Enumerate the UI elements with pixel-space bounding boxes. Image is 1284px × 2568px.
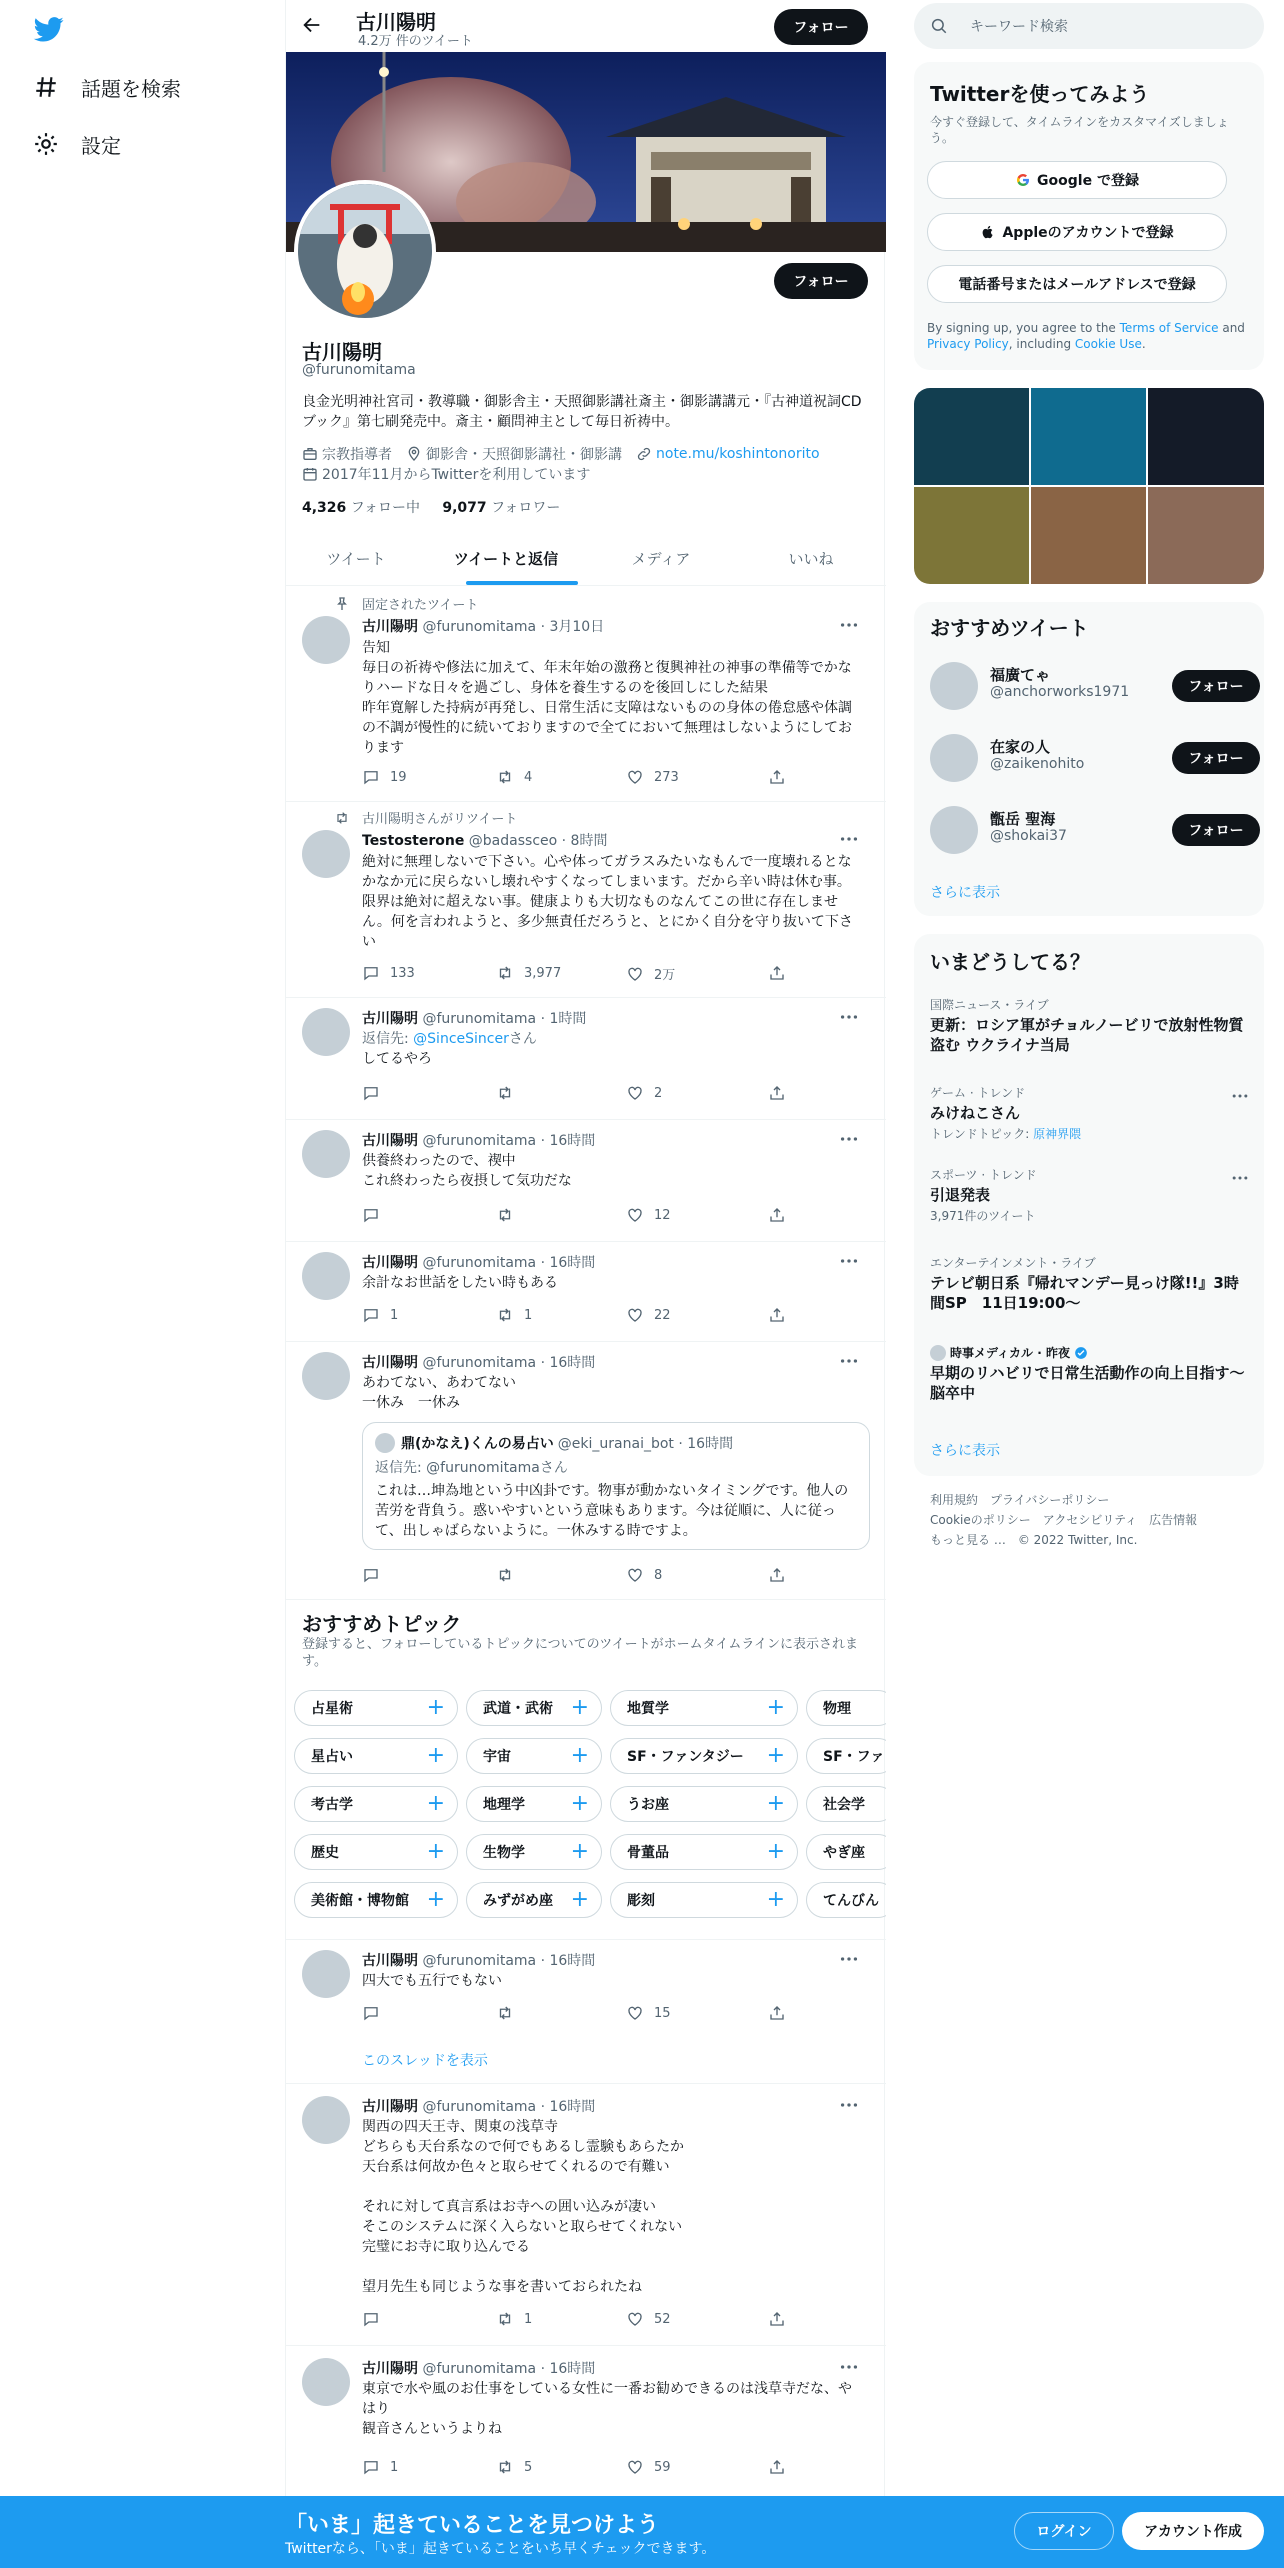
search-placeholder: キーワード検索 <box>970 19 1068 35</box>
topic-chip[interactable] <box>610 1834 798 1870</box>
retweet-icon <box>496 1306 514 1324</box>
share-button[interactable] <box>768 768 796 786</box>
signup-card <box>914 62 1264 370</box>
avatar[interactable] <box>302 1130 350 1178</box>
following-link[interactable]: 4,326 フォロー中 <box>302 500 421 516</box>
topic-label: 宇宙 <box>483 1749 511 1765</box>
trend-news-item[interactable]: 時事メディカル · 昨夜 早期のリハビリで日常生活動作の向上目指す～脳卒中 <box>930 1346 1245 1402</box>
create-account-button[interactable]: アカウント作成 <box>1122 2512 1264 2550</box>
tab-tweets[interactable]: ツイート <box>326 549 386 568</box>
avatar[interactable] <box>302 2358 350 2406</box>
topic-chip[interactable] <box>806 1882 886 1918</box>
reply-icon <box>362 2458 380 2476</box>
tweet-header: 古川陽明 @furunomitama · 16時間 <box>362 2099 596 2115</box>
reply-icon <box>362 964 380 982</box>
phone-email-signup-button[interactable]: 電話番号またはメールアドレスで登録 <box>927 265 1227 303</box>
trend-topic-link[interactable]: 原神界隈 <box>1033 1127 1082 1141</box>
tweet-actions <box>362 964 802 984</box>
more-icon[interactable] <box>838 1948 860 1970</box>
profile-meta-row <box>302 444 834 464</box>
topic-label: 考古学 <box>311 1797 353 1813</box>
tweet[interactable] <box>286 1940 886 2084</box>
nav-explore-label: 話題を検索 <box>81 76 181 101</box>
trend-item[interactable]: 国際ニュース・ライブ 更新：ロシア軍がチョルノービリで放射性物質盗む ウクライナ当局 <box>930 998 1244 1054</box>
plus-icon[interactable]: + <box>426 1743 445 1768</box>
topic-label: SF・ファンタジー <box>627 1749 744 1765</box>
show-thread-link[interactable]: このスレッドを表示 <box>362 2053 488 2069</box>
header-name: 古川陽明 <box>356 10 436 34</box>
avatar[interactable] <box>930 806 978 854</box>
retweet-icon <box>496 2004 514 2022</box>
avatar[interactable] <box>302 616 350 664</box>
avatar <box>375 1433 395 1453</box>
topic-chip[interactable] <box>806 1690 886 1726</box>
tweet-reply[interactable] <box>286 998 886 1120</box>
pinned-label: 固定されたツイート <box>362 594 478 613</box>
reply-button[interactable]: 133 <box>362 964 415 982</box>
tweet-header: 古川陽明 @furunomitama · 3月10日 <box>362 619 605 635</box>
profile-location: 御影舎・天照御影講社・御影講 <box>406 444 622 464</box>
heart-icon <box>626 1084 644 1102</box>
recommend-title: おすすめツイート <box>930 616 1089 640</box>
topic-label: 物理 <box>823 1701 851 1717</box>
quoted-tweet[interactable] <box>362 1422 870 1550</box>
tweet[interactable] <box>286 2084 886 2346</box>
tweet-actions <box>362 2458 802 2478</box>
tweet-actions <box>362 1084 802 1104</box>
topic-label: 彫刻 <box>627 1893 655 1909</box>
reply-button[interactable]: 1 <box>362 1306 398 1324</box>
tweet-actions <box>362 1566 802 1586</box>
tweet-header: 古川陽明 @furunomitama · 16時間 <box>362 1355 596 1371</box>
like-button[interactable]: 273 <box>626 768 679 786</box>
retweet-icon <box>496 2310 514 2328</box>
recommended-users-card <box>914 602 1264 916</box>
plus-icon[interactable]: + <box>426 1887 445 1912</box>
topic-label: うお座 <box>627 1797 669 1813</box>
avatar[interactable] <box>302 830 350 878</box>
profile-counts <box>302 497 560 517</box>
terms-link[interactable]: Terms of Service <box>1119 321 1219 335</box>
avatar-image <box>298 184 432 318</box>
gear-icon <box>33 131 59 157</box>
topic-chip[interactable] <box>294 1738 458 1774</box>
plus-icon[interactable]: + <box>766 1743 785 1768</box>
topic-chip[interactable] <box>466 1786 602 1822</box>
reply-icon <box>362 768 380 786</box>
more-icon[interactable] <box>838 1350 860 1372</box>
share-button[interactable] <box>768 1206 796 1224</box>
tweet-actions <box>362 1306 802 1326</box>
location-pin-icon <box>406 446 422 462</box>
like-button[interactable]: 52 <box>626 2310 671 2328</box>
topics-description: 登録すると、フォローしているトピックについてのツイートがホームタイムラインに表示されます。 <box>302 1637 859 1669</box>
media-thumb[interactable] <box>1148 487 1264 584</box>
topic-chip[interactable] <box>466 1834 602 1870</box>
tab-likes[interactable]: いいね <box>788 549 834 568</box>
avatar[interactable] <box>930 734 978 782</box>
share-icon <box>768 768 786 786</box>
plus-icon[interactable]: + <box>570 1743 589 1768</box>
tweet-actions <box>362 2004 802 2024</box>
profile-tabs <box>286 530 886 586</box>
footer-links <box>930 1490 1250 1550</box>
topic-chip[interactable] <box>806 1786 886 1822</box>
topic-label: 地理学 <box>483 1797 525 1813</box>
reply-icon <box>362 2004 380 2022</box>
topic-label: 社会学 <box>823 1797 865 1813</box>
more-icon[interactable] <box>838 2356 860 2378</box>
share-icon <box>768 2310 786 2328</box>
topic-label: 星占い <box>311 1749 353 1765</box>
tweet-text: 供養終わったので、禊中 これ終わったら夜摂して気功だな <box>362 1153 572 1189</box>
retweet-button[interactable]: 1 <box>496 2310 532 2328</box>
tweet-pinned[interactable] <box>286 586 886 802</box>
topic-chip[interactable] <box>466 1882 602 1918</box>
banner-subtitle: Twitterなら、「いま」起きていることをいち早くチェックできます。 <box>285 2541 716 2557</box>
reply-icon <box>362 1206 380 1224</box>
profile-website[interactable] <box>636 446 820 462</box>
tweet-text: あわてない、あわてない 一休み 一休み <box>362 1375 516 1411</box>
recommended-user[interactable]: 在家の人 @zaikenohito フォロー <box>930 732 1250 784</box>
trend-item[interactable]: ゲーム · トレンド みけねこさん トレンドトピック: 原神界隈 <box>930 1084 1250 1142</box>
tweet-actions <box>362 2310 802 2330</box>
like-button[interactable]: 2万 <box>626 964 675 983</box>
share-button[interactable] <box>768 964 796 982</box>
profile-handle: @furunomitama <box>302 362 416 378</box>
footer-line[interactable]: もっと見る … © 2022 Twitter, Inc. <box>930 1533 1138 1547</box>
nav-explore[interactable] <box>33 67 181 107</box>
plus-icon[interactable]: + <box>426 1791 445 1816</box>
topic-label: やぎ座 <box>823 1845 865 1861</box>
apple-signup-button[interactable]: Appleのアカウントで登録 <box>927 213 1227 251</box>
retweet-icon <box>496 768 514 786</box>
google-icon <box>1015 172 1031 188</box>
show-more-link[interactable]: さらに表示 <box>930 1443 1000 1459</box>
like-button[interactable]: 22 <box>626 1306 671 1324</box>
topic-chip[interactable] <box>806 1738 886 1774</box>
show-more-link[interactable]: さらに表示 <box>930 885 1000 901</box>
plus-icon[interactable]: + <box>426 1695 445 1720</box>
plus-icon[interactable]: + <box>570 1791 589 1816</box>
retweet-icon <box>496 1566 514 1584</box>
more-icon[interactable] <box>838 1128 860 1150</box>
media-thumb[interactable] <box>1031 487 1146 584</box>
apple-icon <box>980 224 996 240</box>
tweet-text: 東京で水や風のお仕事をしている女性に一番お勧めできるのは浅草寺だな、やはり 観音さんというよりね <box>362 2381 852 2437</box>
recommended-user[interactable]: 福廣てゃ @anchorworks1971 フォロー <box>930 660 1250 712</box>
back-arrow-icon[interactable] <box>301 14 323 36</box>
tweet-text: 告知 毎日の祈祷や修法に加えて、年末年始の激務と復興神社の神事の準備等でかなりハードな日々を過ごし、身体を養生するのを後回しにした結果 昨年寛解した持病が再発し、日常生活に支障はないものの身体の倦怠感や体調の不調が慢性的に続いておりますので全てにおいて無理はしないようにしております <box>362 640 852 756</box>
more-icon[interactable] <box>1230 1168 1250 1188</box>
tweet-actions <box>362 768 802 788</box>
media-thumb[interactable] <box>1148 388 1264 485</box>
signup-terms: By signing up, you agree to the Terms of Service and Privacy Policy, including Cookie Use. <box>927 321 1245 351</box>
share-icon <box>768 2004 786 2022</box>
topic-label: 占星術 <box>311 1701 353 1717</box>
topic-chip[interactable] <box>294 1690 458 1726</box>
trend-item[interactable]: スポーツ · トレンド 引退発表 3,971件のツイート <box>930 1166 1250 1224</box>
retweet-button[interactable]: 1 <box>496 1306 532 1324</box>
reply-to-link[interactable]: @SinceSincer <box>413 1031 509 1047</box>
retweet-icon <box>334 810 350 826</box>
heart-icon <box>626 768 644 786</box>
retweet-button[interactable] <box>496 1566 524 1584</box>
tweet-text: 四大でも五行でもない <box>362 1973 502 1989</box>
main-column <box>285 0 885 2568</box>
plus-icon[interactable]: + <box>766 1839 785 1864</box>
share-icon <box>768 1084 786 1102</box>
topic-chip[interactable] <box>610 1738 798 1774</box>
reply-button[interactable] <box>362 2004 390 2022</box>
profile-follow-button[interactable]: フォロー <box>774 263 868 299</box>
tweet-header: 古川陽明 @furunomitama · 16時間 <box>362 1255 596 1271</box>
topic-label: 骨董品 <box>627 1845 669 1861</box>
quoted-reply-to: 返信先: @furunomitamaさん <box>375 1460 568 1476</box>
recommended-topics <box>286 1600 886 1940</box>
plus-icon[interactable]: + <box>570 1839 589 1864</box>
tweet-text: 関西の四天王寺、関東の浅草寺 どちらも天台系なので何でもあるし霊験もあらたか 天台系は何故か色々と取らせてくれるので有難い それに対して真言系はお寺への囲い込みが凄い そこのシステムに深く入らないと取らせてくれない 完璧にお寺に取り込んでる 望月先生も同じような事を書いておられたね <box>362 2119 684 2295</box>
signup-subtitle: 今すぐ登録して、タイムラインをカスタマイズしましょう。 <box>930 115 1229 145</box>
topic-chip[interactable] <box>294 1786 458 1822</box>
tweet-text: 絶対に無理しないで下さい。心や体ってガラスみたいなもんで一度壊れるとなかなか元に戻らないし壊れやすくなってしまいます。だから辛い時は休む事。限界は絶対に超えない事。健康よりも大切なものなんてこの世に存在しません。何を言われようと、多少無責任だろうと、とにかく自分を守り抜いて下さい <box>362 854 853 950</box>
more-icon[interactable] <box>838 2094 860 2116</box>
retweet-icon <box>496 964 514 982</box>
privacy-link[interactable]: Privacy Policy <box>927 337 1009 351</box>
topic-chip[interactable] <box>610 1690 798 1726</box>
like-button[interactable]: 2 <box>626 1084 662 1102</box>
tweet-with-quote[interactable] <box>286 1342 886 1600</box>
reply-icon <box>362 1084 380 1102</box>
topic-chip[interactable] <box>466 1738 602 1774</box>
trends-card <box>914 934 1264 1476</box>
tab-media[interactable]: メディア <box>631 549 691 568</box>
quoted-text: これは…坤為地という中凶卦です。物事が動かないタイミングです。他人の苦労を背負う。惑いやすいという意味もあります。今は従順に、人に従って、出しゃばらないように。一休みする時ですよ。 <box>375 1483 849 1539</box>
topic-chip[interactable] <box>294 1882 458 1918</box>
tweet[interactable] <box>286 1242 886 1342</box>
plus-icon[interactable]: + <box>766 1791 785 1816</box>
more-icon[interactable] <box>838 1250 860 1272</box>
reply-button[interactable] <box>362 1566 390 1584</box>
heart-icon <box>626 2004 644 2022</box>
tweet-retweeted[interactable] <box>286 802 886 998</box>
heart-icon <box>626 1566 644 1584</box>
quoted-name: 鼎(かなえ)くんの易占い <box>401 1436 554 1452</box>
heart-icon <box>626 2310 644 2328</box>
topic-label: 生物学 <box>483 1845 525 1861</box>
retweet-button[interactable]: 3,977 <box>496 964 561 982</box>
profile-avatar[interactable] <box>294 180 436 322</box>
google-signup-button[interactable]: Google で登録 <box>927 161 1227 199</box>
avatar[interactable] <box>302 1252 350 1300</box>
follow-button[interactable]: フォロー <box>1172 814 1260 846</box>
hashtag-icon <box>33 74 59 100</box>
reply-button[interactable] <box>362 2310 390 2328</box>
nav-settings[interactable] <box>33 124 121 164</box>
header-tweet-count: 4.2万 件のツイート <box>358 34 473 49</box>
retweet-button[interactable] <box>496 1084 524 1102</box>
media-grid <box>914 388 1264 584</box>
tweet-header: Testosterone @badassceo · 8時間 <box>362 833 608 849</box>
recommended-user[interactable]: 甑岳 聖海 @shokai37 フォロー <box>930 804 1250 856</box>
profile-profession: 宗教指導者 <box>302 444 392 464</box>
more-icon[interactable] <box>838 614 860 636</box>
profile-bio: 良金光明神社宮司・教導職・御影舎主・天照御影講社斎主・御影講講元・『古神道祝詞CDブック』第七刷発売中。斎主・顧問神主として毎日祈祷中。 <box>302 394 862 430</box>
footer-line[interactable]: 利用規約 プライバシーポリシー <box>930 1493 1110 1507</box>
share-button[interactable] <box>768 1566 796 1584</box>
plus-icon[interactable]: + <box>426 1839 445 1864</box>
share-button[interactable] <box>768 1306 796 1324</box>
topics-title: おすすめトピック <box>302 1612 462 1636</box>
topic-label: SF・ファ <box>823 1749 885 1765</box>
retweet-context: 古川陽明さんがリツイート <box>362 808 517 827</box>
login-button[interactable]: ログイン <box>1014 2512 1114 2550</box>
cookie-link[interactable]: Cookie Use <box>1074 337 1142 351</box>
tweet-header: 古川陽明 @furunomitama · 1時間 <box>362 1011 587 1027</box>
more-icon[interactable] <box>838 828 860 850</box>
heart-icon <box>626 1306 644 1324</box>
media-thumb[interactable] <box>914 388 1029 485</box>
quoted-meta: @eki_uranai_bot · 16時間 <box>557 1436 734 1452</box>
tweet[interactable] <box>286 1120 886 1242</box>
signup-banner <box>0 2496 1284 2568</box>
header-follow-button[interactable]: フォロー <box>774 9 868 45</box>
share-button[interactable] <box>768 2004 796 2022</box>
share-icon <box>768 1306 786 1324</box>
topic-label: 歴史 <box>311 1845 339 1861</box>
reply-button[interactable] <box>362 1206 390 1224</box>
more-icon[interactable] <box>838 1006 860 1028</box>
reply-to-label: 返信先: @SinceSincerさん <box>362 1031 537 1047</box>
tweet-header: 古川陽明 @furunomitama · 16時間 <box>362 2361 596 2377</box>
avatar[interactable] <box>302 2096 350 2144</box>
topic-chip[interactable] <box>610 1882 798 1918</box>
banner-title: 「いま」起きていることを見つけよう <box>285 2513 660 2538</box>
heart-icon <box>626 1206 644 1224</box>
more-icon[interactable] <box>1230 1086 1250 1106</box>
followers-link[interactable]: 9,077 フォロワー <box>442 500 561 516</box>
share-icon <box>768 1566 786 1584</box>
share-button[interactable] <box>768 2458 796 2476</box>
topic-label: 地質学 <box>627 1701 669 1717</box>
plus-icon[interactable]: + <box>766 1887 785 1912</box>
topic-label: 美術館・博物館 <box>311 1893 409 1909</box>
reply-button[interactable]: 1 <box>362 2458 398 2476</box>
retweet-button[interactable]: 5 <box>496 2458 532 2476</box>
tweet-actions <box>362 1206 802 1226</box>
reply-icon <box>362 1566 380 1584</box>
share-button[interactable] <box>768 2310 796 2328</box>
topic-chip[interactable] <box>610 1786 798 1822</box>
avatar <box>930 1345 946 1361</box>
topic-chip[interactable] <box>806 1834 886 1870</box>
reply-icon <box>362 2310 380 2328</box>
search-icon <box>930 17 948 35</box>
active-tab-indicator <box>466 581 578 585</box>
like-button[interactable]: 59 <box>626 2458 671 2476</box>
search-input[interactable] <box>914 3 1264 49</box>
retweet-icon <box>496 2458 514 2476</box>
topic-label: みずがめ座 <box>483 1893 553 1909</box>
calendar-icon <box>302 466 318 482</box>
heart-icon <box>626 965 644 983</box>
avatar[interactable] <box>302 1950 350 1998</box>
plus-icon[interactable]: + <box>570 1887 589 1912</box>
tweet-header: 古川陽明 @furunomitama · 16時間 <box>362 1133 596 1149</box>
tab-tweets-and-replies[interactable]: ツイートと返信 <box>453 549 559 568</box>
profile-website-link[interactable]: note.mu/koshintonorito <box>656 446 820 462</box>
trend-item[interactable]: エンターテインメント・ライブ テレビ朝日系『帰れマンデー見っけ隊!!』3時間SP 11日19:00〜 <box>930 1256 1239 1312</box>
avatar[interactable] <box>302 1008 350 1056</box>
retweet-button[interactable] <box>496 2004 524 2022</box>
plus-icon[interactable]: + <box>570 1695 589 1720</box>
avatar[interactable] <box>302 1352 350 1400</box>
profile-name: 古川陽明 <box>302 340 382 364</box>
share-icon <box>768 1206 786 1224</box>
like-button[interactable]: 12 <box>626 1206 671 1224</box>
avatar[interactable] <box>930 662 978 710</box>
share-button[interactable] <box>768 1084 796 1102</box>
retweet-icon <box>496 1084 514 1102</box>
retweet-button[interactable]: 4 <box>496 768 532 786</box>
like-button[interactable]: 15 <box>626 2004 671 2022</box>
follow-button[interactable]: フォロー <box>1172 670 1260 702</box>
heart-icon <box>626 2458 644 2476</box>
topic-chip[interactable] <box>294 1834 458 1870</box>
profile-header-bar <box>286 0 886 52</box>
like-button[interactable]: 8 <box>626 1566 662 1584</box>
topic-label: 武道・武術 <box>483 1701 553 1717</box>
tweet-text: してるやろ <box>362 1051 432 1067</box>
link-icon <box>636 446 652 462</box>
pin-icon <box>334 596 350 612</box>
media-thumb[interactable] <box>1031 388 1146 485</box>
twitter-logo-icon[interactable] <box>33 14 65 44</box>
trends-title: いまどうしてる？ <box>930 950 1090 974</box>
signup-title: Twitterを使ってみよう <box>930 82 1150 106</box>
share-icon <box>768 964 786 982</box>
retweet-button[interactable] <box>496 1206 524 1224</box>
topic-chip[interactable] <box>466 1690 602 1726</box>
verified-badge-icon <box>1074 1346 1088 1360</box>
share-icon <box>768 2458 786 2476</box>
reply-button[interactable] <box>362 1084 390 1102</box>
tweet[interactable] <box>286 2346 886 2496</box>
plus-icon[interactable]: + <box>766 1695 785 1720</box>
profile-joined: 2017年11月からTwitterを利用しています <box>302 464 604 484</box>
nav-settings-label: 設定 <box>81 133 121 158</box>
reply-button[interactable]: 19 <box>362 768 407 786</box>
tweet-text: 余計なお世話をしたい時もある <box>362 1275 558 1291</box>
media-thumb[interactable] <box>914 487 1029 584</box>
reply-icon <box>362 1306 380 1324</box>
follow-button[interactable]: フォロー <box>1172 742 1260 774</box>
tweet-header: 古川陽明 @furunomitama · 16時間 <box>362 1953 596 1969</box>
footer-line[interactable]: Cookieのポリシー アクセシビリティ 広告情報 <box>930 1513 1198 1527</box>
topic-label: てんびん <box>823 1893 879 1909</box>
retweet-icon <box>496 1206 514 1224</box>
briefcase-icon <box>302 446 318 462</box>
